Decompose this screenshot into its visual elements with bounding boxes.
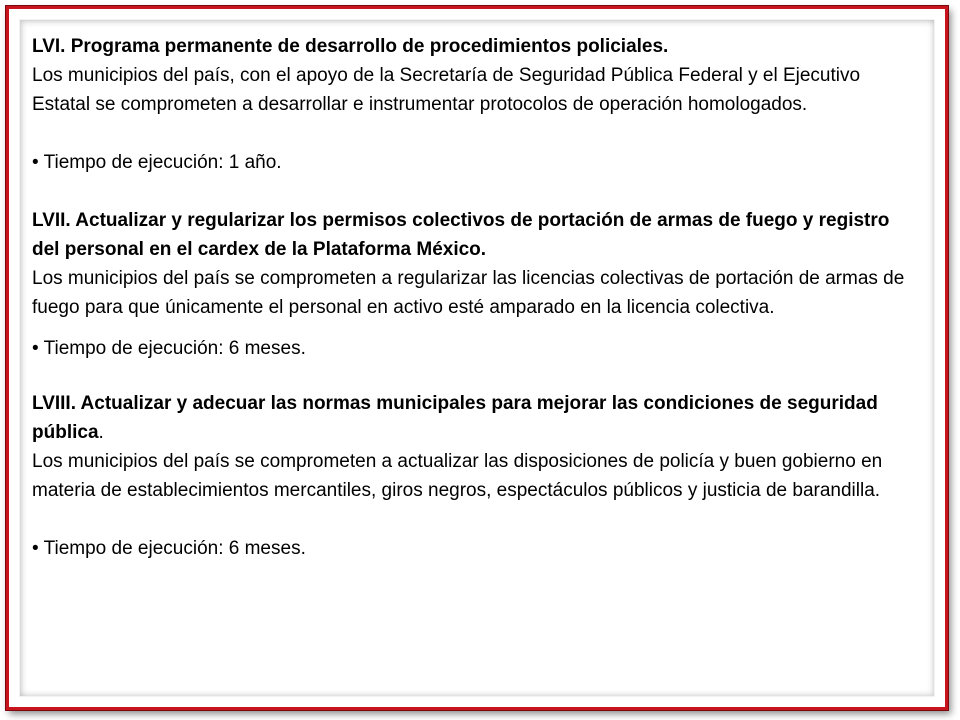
spacer — [32, 119, 922, 148]
slide-content — [32, 32, 922, 563]
execution-time-bullet: • Tiempo de ejecución: 1 año. — [32, 152, 282, 173]
spacer — [32, 322, 922, 334]
section-heading: LVII. Actualizar y regularizar los permisos colectivos de portación de armas de fuego y registro del personal en el cardex de la Plataforma México. — [32, 210, 890, 260]
section-heading: LVI. Programa permanente de desarrollo de procedimientos policiales. — [32, 36, 669, 57]
section-lvii — [32, 206, 922, 363]
execution-time-bullet: • Tiempo de ejecución: 6 meses. — [32, 338, 306, 359]
execution-time-bullet: • Tiempo de ejecución: 6 meses. — [32, 538, 306, 559]
section-heading — [32, 389, 922, 447]
section-body: Los municipios del país se comprometen a regularizar las licencias colectivas de portación de armas de fuego para que únicamente el personal en activo esté amparado en la licencia colectiva. — [32, 268, 905, 318]
section-body: Los municipios del país, con el apoyo de la Secretaría de Seguridad Pública Federal y el Ejecutivo Estatal se comprometen a desarrollar e instrumentar protocolos de operación homologados. — [32, 65, 861, 115]
spacer — [32, 177, 922, 206]
section-heading-text: LVIII. Actualizar y adecuar las normas municipales para mejorar las condiciones de seguridad pública — [32, 393, 878, 443]
section-lviii — [32, 389, 922, 563]
spacer — [32, 505, 922, 534]
section-body: Los municipios del país se comprometen a actualizar las disposiciones de policía y buen gobierno en materia de establecimientos mercantiles, giros negros, espectáculos públicos y justicia de barandilla. — [32, 451, 883, 501]
section-lvi — [32, 32, 922, 177]
section-heading-suffix: . — [98, 422, 104, 443]
spacer — [32, 363, 922, 389]
